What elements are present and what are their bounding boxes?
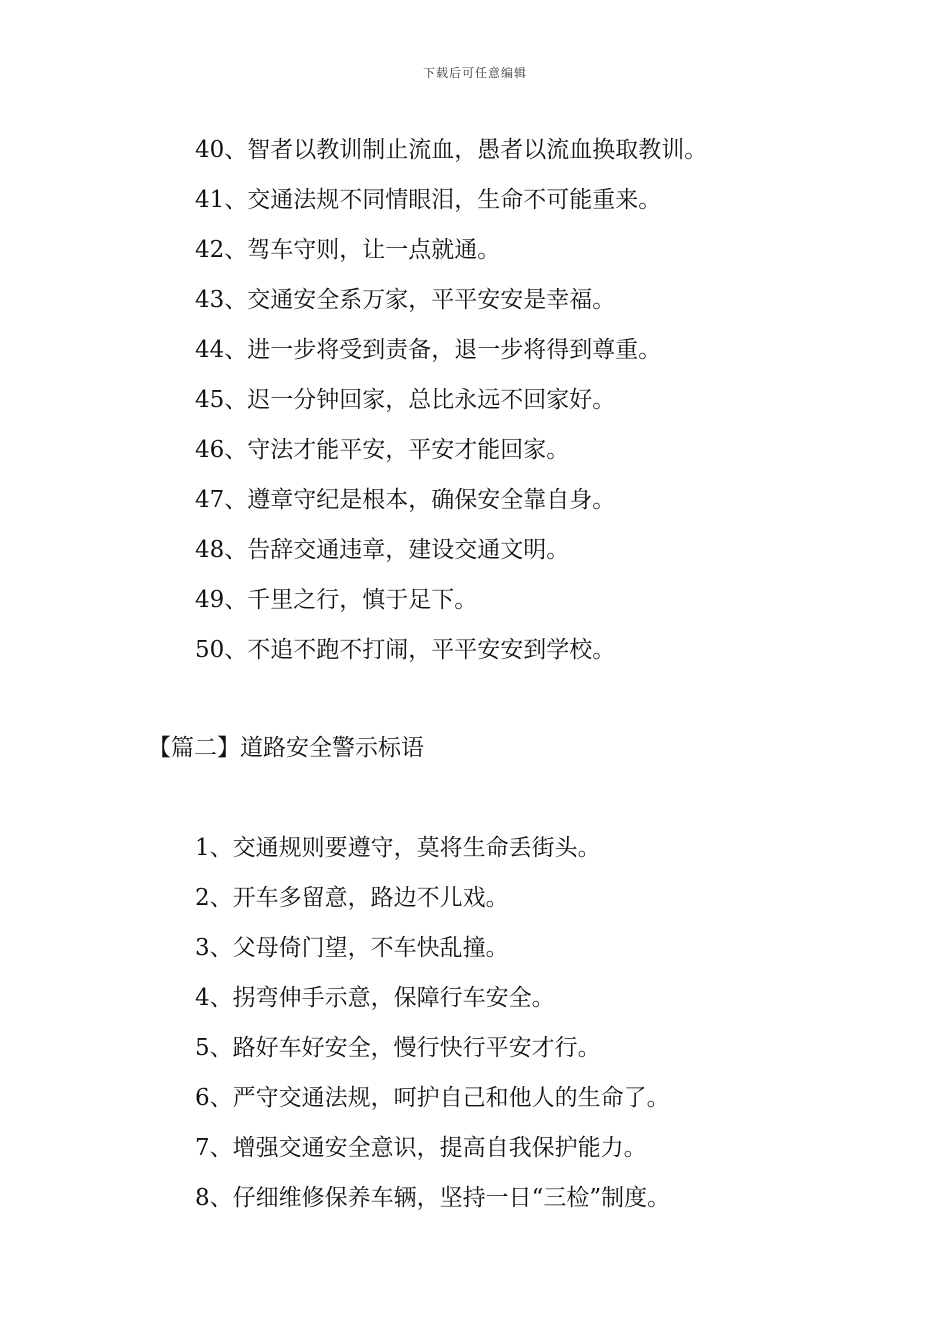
section-heading: 【篇二】道路安全警示标语: [148, 735, 424, 761]
list-item: 43、交通安全系万家，平平安安是幸福。: [195, 287, 616, 313]
list-item: 49、千里之行，慎于足下。: [195, 587, 478, 613]
list-item: 5、路好车好安全，慢行快行平安才行。: [195, 1035, 601, 1061]
list-item: 4、拐弯伸手示意，保障行车安全。: [195, 985, 555, 1011]
header-note: 下载后可任意编辑: [422, 66, 527, 80]
list-item: 45、迟一分钟回家，总比永远不回家好。: [195, 387, 616, 413]
list-item: 40、智者以教训制止流血，愚者以流血换取教训。: [195, 137, 708, 163]
list-item: 48、告辞交通违章，建设交通文明。: [195, 537, 570, 563]
list-item: 42、驾车守则，让一点就通。: [195, 237, 501, 263]
list-item: 44、进一步将受到责备，退一步将得到尊重。: [195, 337, 662, 363]
list-item: 8、仔细维修保养车辆，坚持一日“三检”制度。: [195, 1185, 671, 1211]
list-item: 47、遵章守纪是根本，确保安全靠自身。: [195, 487, 616, 513]
list-item: 3、父母倚门望，不车快乱撞。: [195, 935, 509, 961]
list-item: 6、严守交通法规，呵护自己和他人的生命了。: [195, 1085, 670, 1111]
list-item: 41、交通法规不同情眼泪，生命不可能重来。: [195, 187, 662, 213]
list-item: 46、守法才能平安，平安才能回家。: [195, 437, 570, 463]
slogan-list-part-one: [195, 130, 707, 680]
slogan-list-part-two: [195, 828, 670, 1228]
list-item: 7、增强交通安全意识，提高自我保护能力。: [195, 1135, 647, 1161]
list-item: 2、开车多留意，路边不儿戏。: [195, 885, 509, 911]
list-item: 50、不追不跑不打闹，平平安安到学校。: [195, 637, 616, 663]
list-item: 1、交通规则要遵守，莫将生命丢街头。: [195, 835, 601, 861]
